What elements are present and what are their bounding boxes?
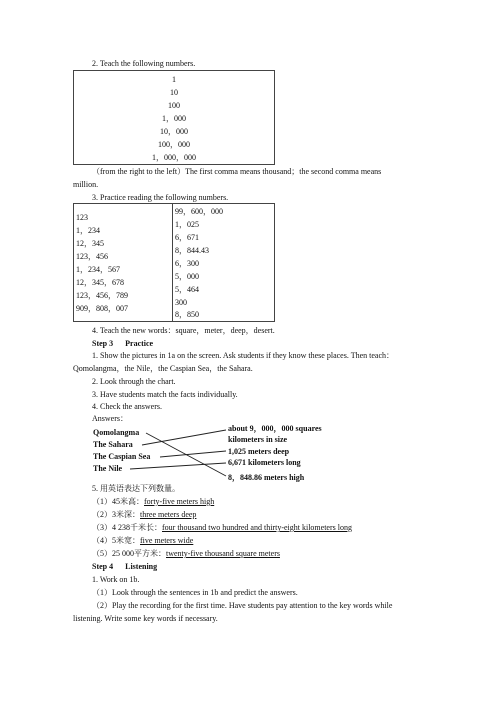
step-4-line: 1. Work on 1b.	[92, 575, 140, 584]
step-3-line: 4. Check the answers.	[92, 402, 162, 411]
step-3-line: 2. Look through the chart.	[92, 377, 176, 386]
quantity-prefix: （5）25 000平方米：	[92, 549, 166, 558]
fact-label: 8，848.86 meters high	[228, 473, 305, 482]
practice-right-cell: 6，671	[175, 233, 199, 242]
number-row: 10，000	[160, 127, 188, 136]
answers-label: Answers：	[92, 414, 128, 423]
match-line	[160, 451, 226, 457]
practice-left-cell: 12，345	[76, 239, 104, 248]
quantity-item	[92, 509, 196, 520]
practice-table	[73, 203, 275, 322]
fact-label: about 9，000，000 squares	[228, 424, 322, 433]
practice-right-cell: 6，300	[175, 259, 199, 268]
step-4-label: Step 4	[92, 562, 114, 571]
number-row: 1	[172, 75, 176, 84]
section-5-heading: 5. 用英语表达下列数量。	[92, 484, 180, 493]
number-row: 1，000	[162, 114, 186, 123]
practice-right-cell: 5，464	[175, 285, 199, 294]
place-label: The Caspian Sea	[93, 452, 151, 461]
fact-label: 6,671 kilometers long	[228, 458, 301, 467]
number-row: 10	[170, 88, 178, 97]
practice-left-cell: 123，456，789	[76, 291, 128, 300]
practice-right-cell: 1，025	[175, 220, 199, 229]
step-3-line: 1. Show the pictures in 1a on the screen. Ask students if they know these places. Then teach：	[92, 351, 395, 360]
quantity-prefix: （3）4 238千米长：	[92, 523, 162, 532]
practice-left-cell: 909，808，007	[76, 304, 128, 313]
practice-right-cell: 300	[175, 298, 187, 307]
practice-right-cell: 8，844.43	[175, 246, 209, 255]
comma-note-line-2: million.	[73, 180, 99, 189]
fact-label: kilometers in size	[228, 435, 288, 444]
step-4-line: （2）Play the recording for the first time. Have students pay attention to the key words while	[92, 601, 393, 610]
practice-left-cell: 1，234，567	[76, 265, 120, 274]
practice-left-cell: 123，456	[76, 252, 108, 261]
quantity-answer: twenty-five thousand square meters	[166, 549, 280, 558]
comma-note-line-1: （from the right to the left）The first comma means thousand；the second comma means	[92, 167, 382, 176]
quantity-answer: four thousand two hundred and thirty-eight kilometers long	[162, 523, 352, 532]
quantity-item	[92, 548, 280, 559]
number-row: 100	[168, 101, 180, 110]
quantity-item	[92, 496, 214, 507]
practice-left-cell: 123	[76, 213, 88, 222]
practice-right-cell: 99，600，000	[175, 207, 223, 216]
step-4-line: （1）Look through the sentences in 1b and predict the answers.	[92, 588, 298, 597]
place-label: The Sahara	[93, 440, 133, 449]
section-4-text: 4. Teach the new words：square，meter，deep，desert.	[92, 326, 275, 335]
place-label: Qomolangma	[93, 428, 140, 437]
quantity-prefix: （2）3米深：	[92, 510, 140, 519]
numbers-table	[73, 70, 275, 165]
step-4-heading	[92, 561, 157, 572]
practice-left-cell: 1，234	[76, 226, 100, 235]
step-4-title: Listening	[125, 562, 158, 571]
step-4-line: listening. Write some key words if necessary.	[73, 614, 218, 623]
answers-matching-figure	[92, 422, 332, 484]
quantity-answer: five meters wide	[140, 536, 194, 545]
section-2-heading: 2. Teach the following numbers.	[92, 59, 196, 68]
practice-left-cell: 12，345，678	[76, 278, 124, 287]
quantity-item	[92, 522, 352, 533]
step-3-line: 3. Have students match the facts individually.	[92, 390, 238, 399]
practice-table-divider	[172, 204, 173, 321]
place-label: The Nile	[93, 464, 123, 473]
step-3-heading	[92, 338, 153, 349]
step-3-title: Practice	[125, 339, 154, 348]
section-3-heading: 3. Practice reading the following numbers.	[92, 193, 229, 202]
number-row: 1，000，000	[152, 153, 196, 162]
quantity-prefix: （1）45米高：	[92, 497, 144, 506]
fact-label: 1,025 meters deep	[228, 447, 290, 456]
quantity-prefix: （4）5米宽：	[92, 536, 140, 545]
quantity-answer: forty-five meters high	[144, 497, 215, 506]
quantity-item	[92, 535, 193, 546]
practice-right-cell: 5，000	[175, 272, 199, 281]
practice-right-cell: 8，850	[175, 310, 199, 319]
quantity-answer: three meters deep	[140, 510, 197, 519]
step-3-label: Step 3	[92, 339, 114, 348]
number-row: 100，000	[158, 140, 190, 149]
step-3-line: Qomolangma，the Nile，the Caspian Sea，the Sahara.	[73, 364, 253, 373]
